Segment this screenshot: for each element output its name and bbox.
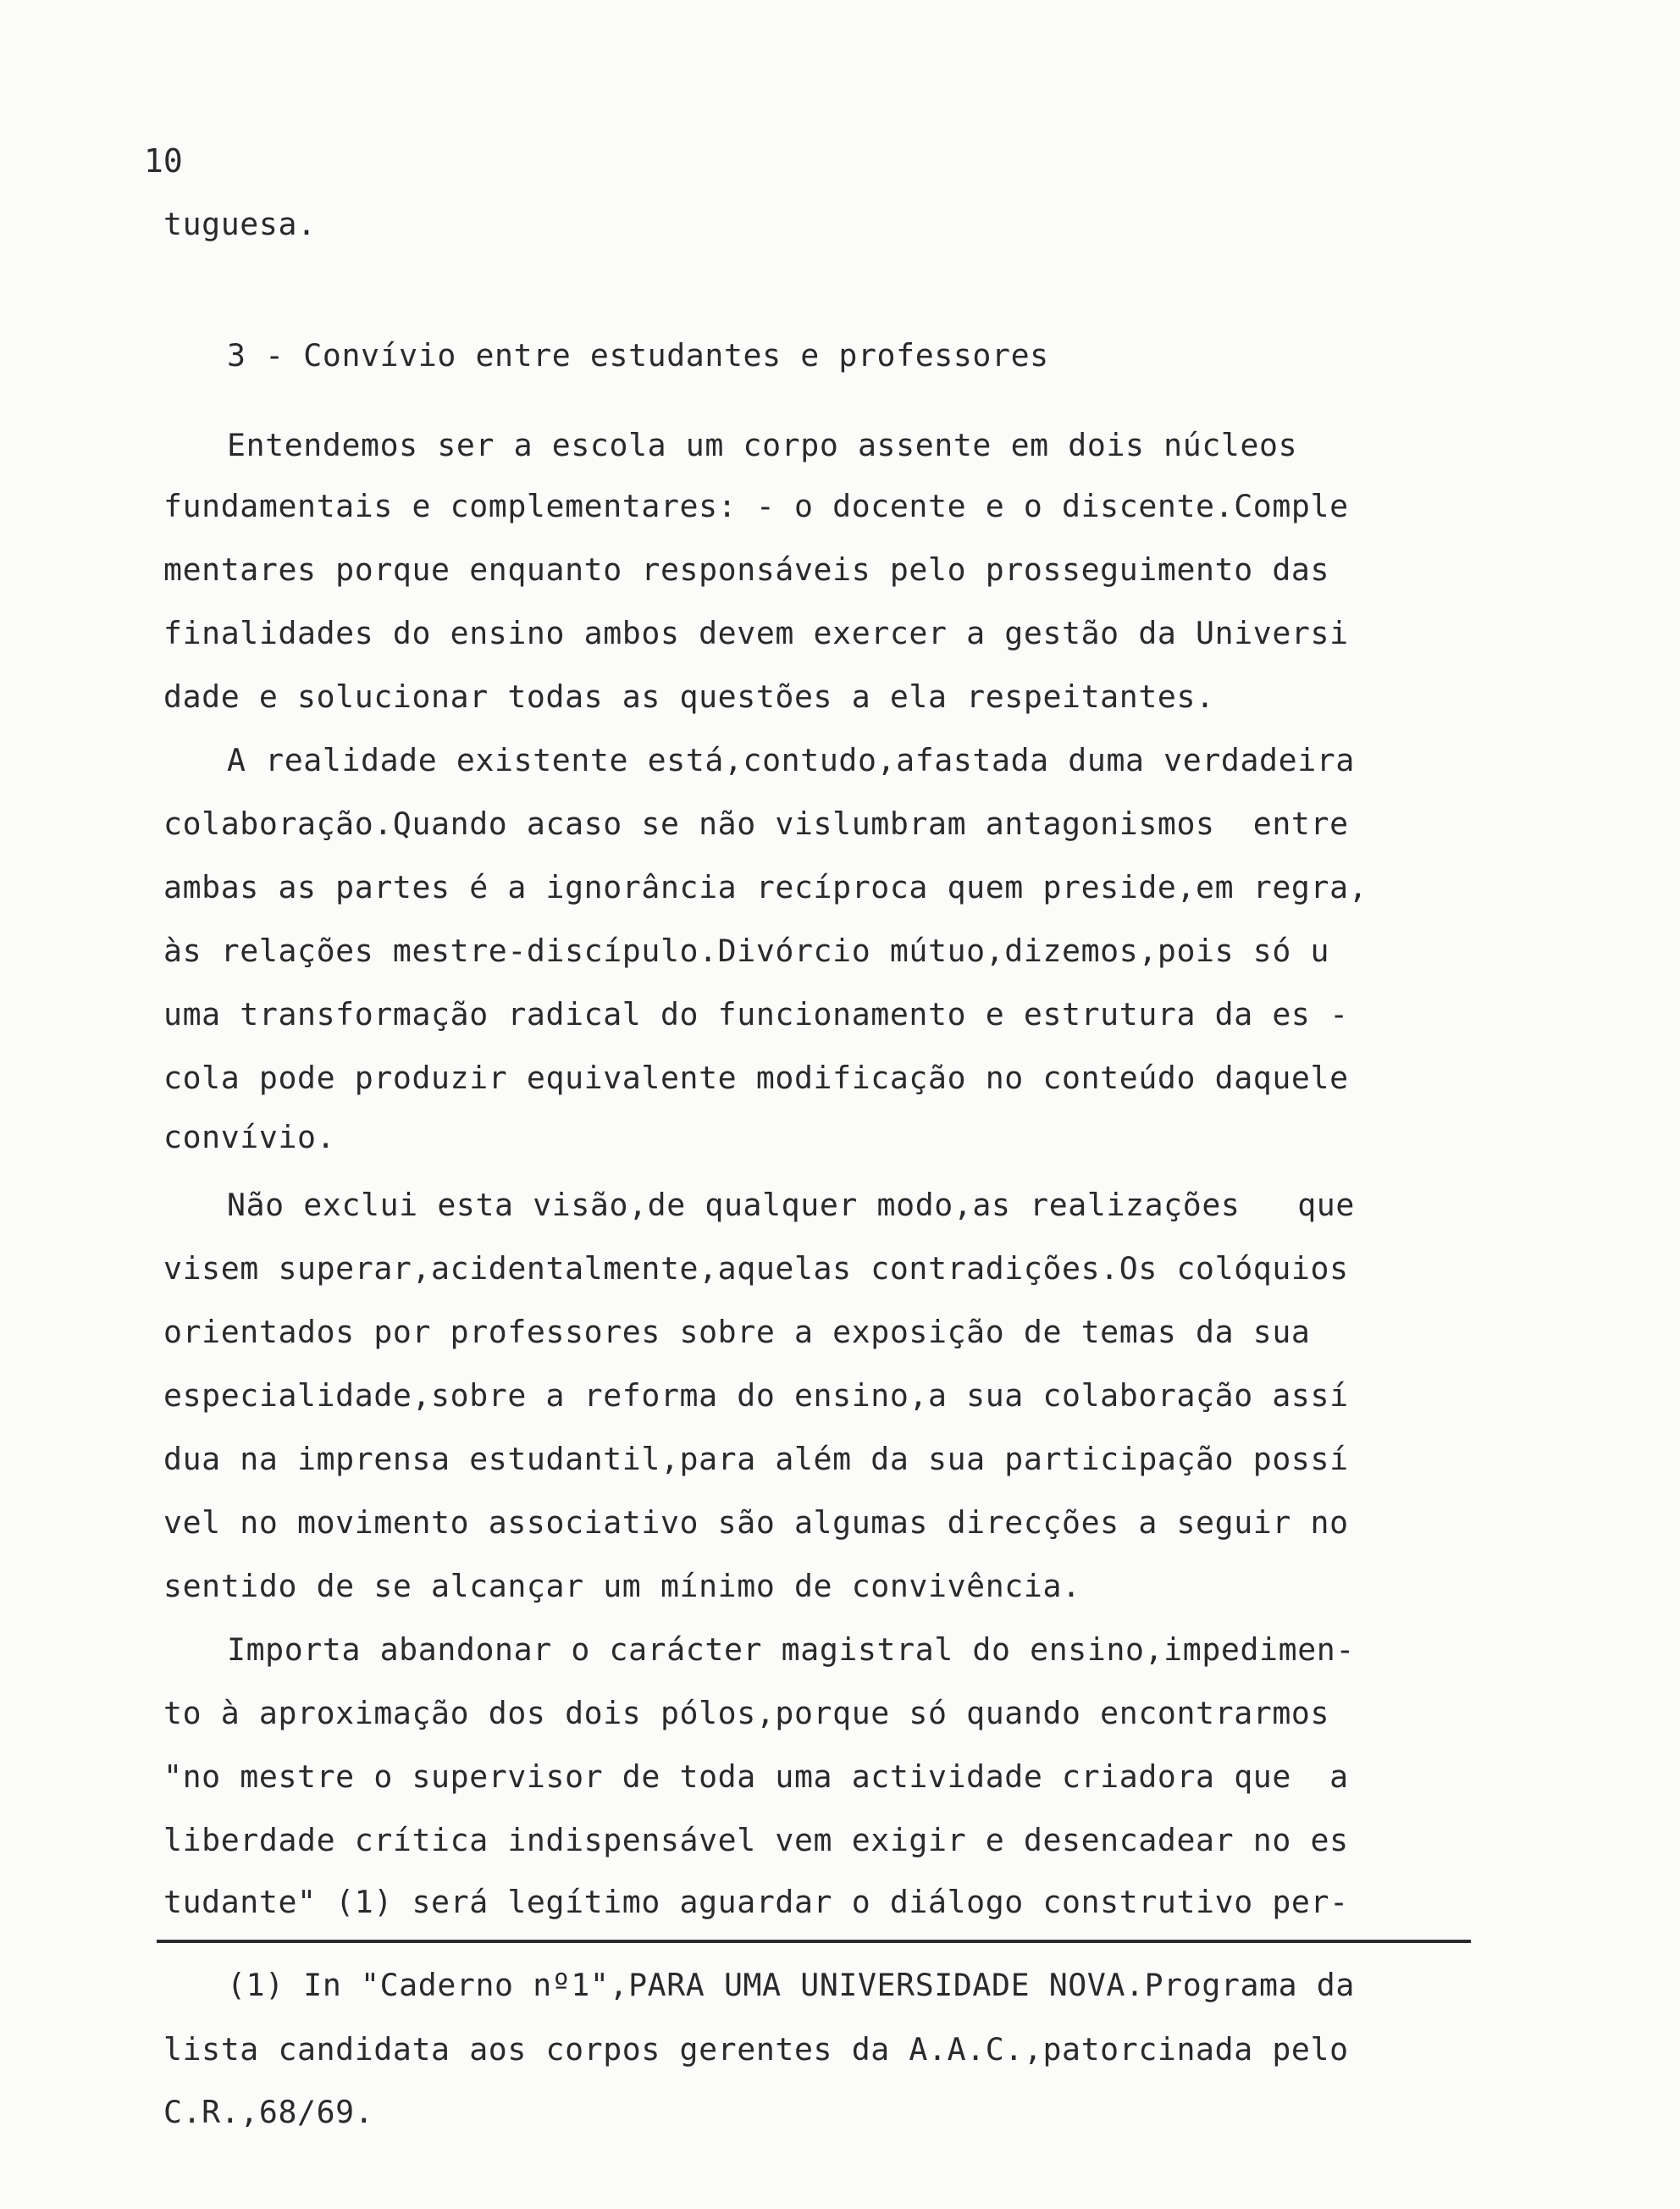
text-line: mentares porque enquanto responsáveis pelo prosseguimento das (163, 551, 1330, 588)
footnote-line: C.R.,68/69. (163, 2094, 374, 2130)
text-line: orientados por professores sobre a exposição de temas da sua (163, 1314, 1311, 1350)
text-line: dua na imprensa estudantil,para além da sua participação possí (163, 1441, 1349, 1477)
text-line: cola pode produzir equivalente modificação no conteúdo daquele (163, 1060, 1349, 1096)
text-line: Não exclui esta visão,de qualquer modo,as realizações que (227, 1187, 1355, 1223)
text-line: vel no movimento associativo são algumas direcções a seguir no (163, 1504, 1349, 1541)
text-line: A realidade existente está,contudo,afastada duma verdadeira (227, 742, 1355, 778)
text-line: "no mestre o supervisor de toda uma actividade criadora que a (163, 1758, 1349, 1795)
text-line: tudante" (1) será legítimo aguardar o diálogo construtivo per- (163, 1884, 1349, 1920)
text-line: tuguesa. (163, 206, 317, 242)
text-line: sentido de se alcançar um mínimo de convivência. (163, 1568, 1081, 1604)
page-number: 10 (144, 142, 183, 180)
text-line: uma transformação radical do funcionamento e estrutura da es - (163, 996, 1349, 1033)
text-line: convívio. (163, 1119, 336, 1155)
text-line: colaboração.Quando acaso se não vislumbram antagonismos entre (163, 806, 1349, 842)
text-line: dade e solucionar todas as questões a ela respeitantes. (163, 678, 1215, 715)
text-line: liberdade crítica indispensável vem exigir e desencadear no es (163, 1822, 1349, 1858)
text-line: ambas as partes é a ignorância recíproca quem preside,em regra, (163, 869, 1368, 905)
text-line: especialidade,sobre a reforma do ensino,a sua colaboração assí (163, 1377, 1349, 1414)
text-line: finalidades do ensino ambos devem exercer a gestão da Universi (163, 615, 1349, 651)
footnote-divider (157, 1940, 1471, 1943)
text-line: Entendemos ser a escola um corpo assente em dois núcleos (227, 427, 1298, 463)
text-line: to à aproximação dos dois pólos,porque só quando encontrarmos (163, 1695, 1330, 1731)
text-line: às relações mestre-discípulo.Divórcio mútuo,dizemos,pois só u (163, 933, 1330, 969)
text-line: Importa abandonar o carácter magistral do ensino,impedimen- (227, 1631, 1355, 1668)
text-line: visem superar,acidentalmente,aquelas contradições.Os colóquios (163, 1250, 1349, 1287)
section-heading: 3 - Convívio entre estudantes e professores (227, 337, 1049, 374)
footnote-line: (1) In "Caderno nº1",PARA UMA UNIVERSIDADE NOVA.Programa da (227, 1967, 1355, 2003)
text-line: fundamentais e complementares: - o docente e o discente.Comple (163, 488, 1349, 524)
footnote-line: lista candidata aos corpos gerentes da A.A.C.,patorcinada pelo (163, 2031, 1349, 2068)
